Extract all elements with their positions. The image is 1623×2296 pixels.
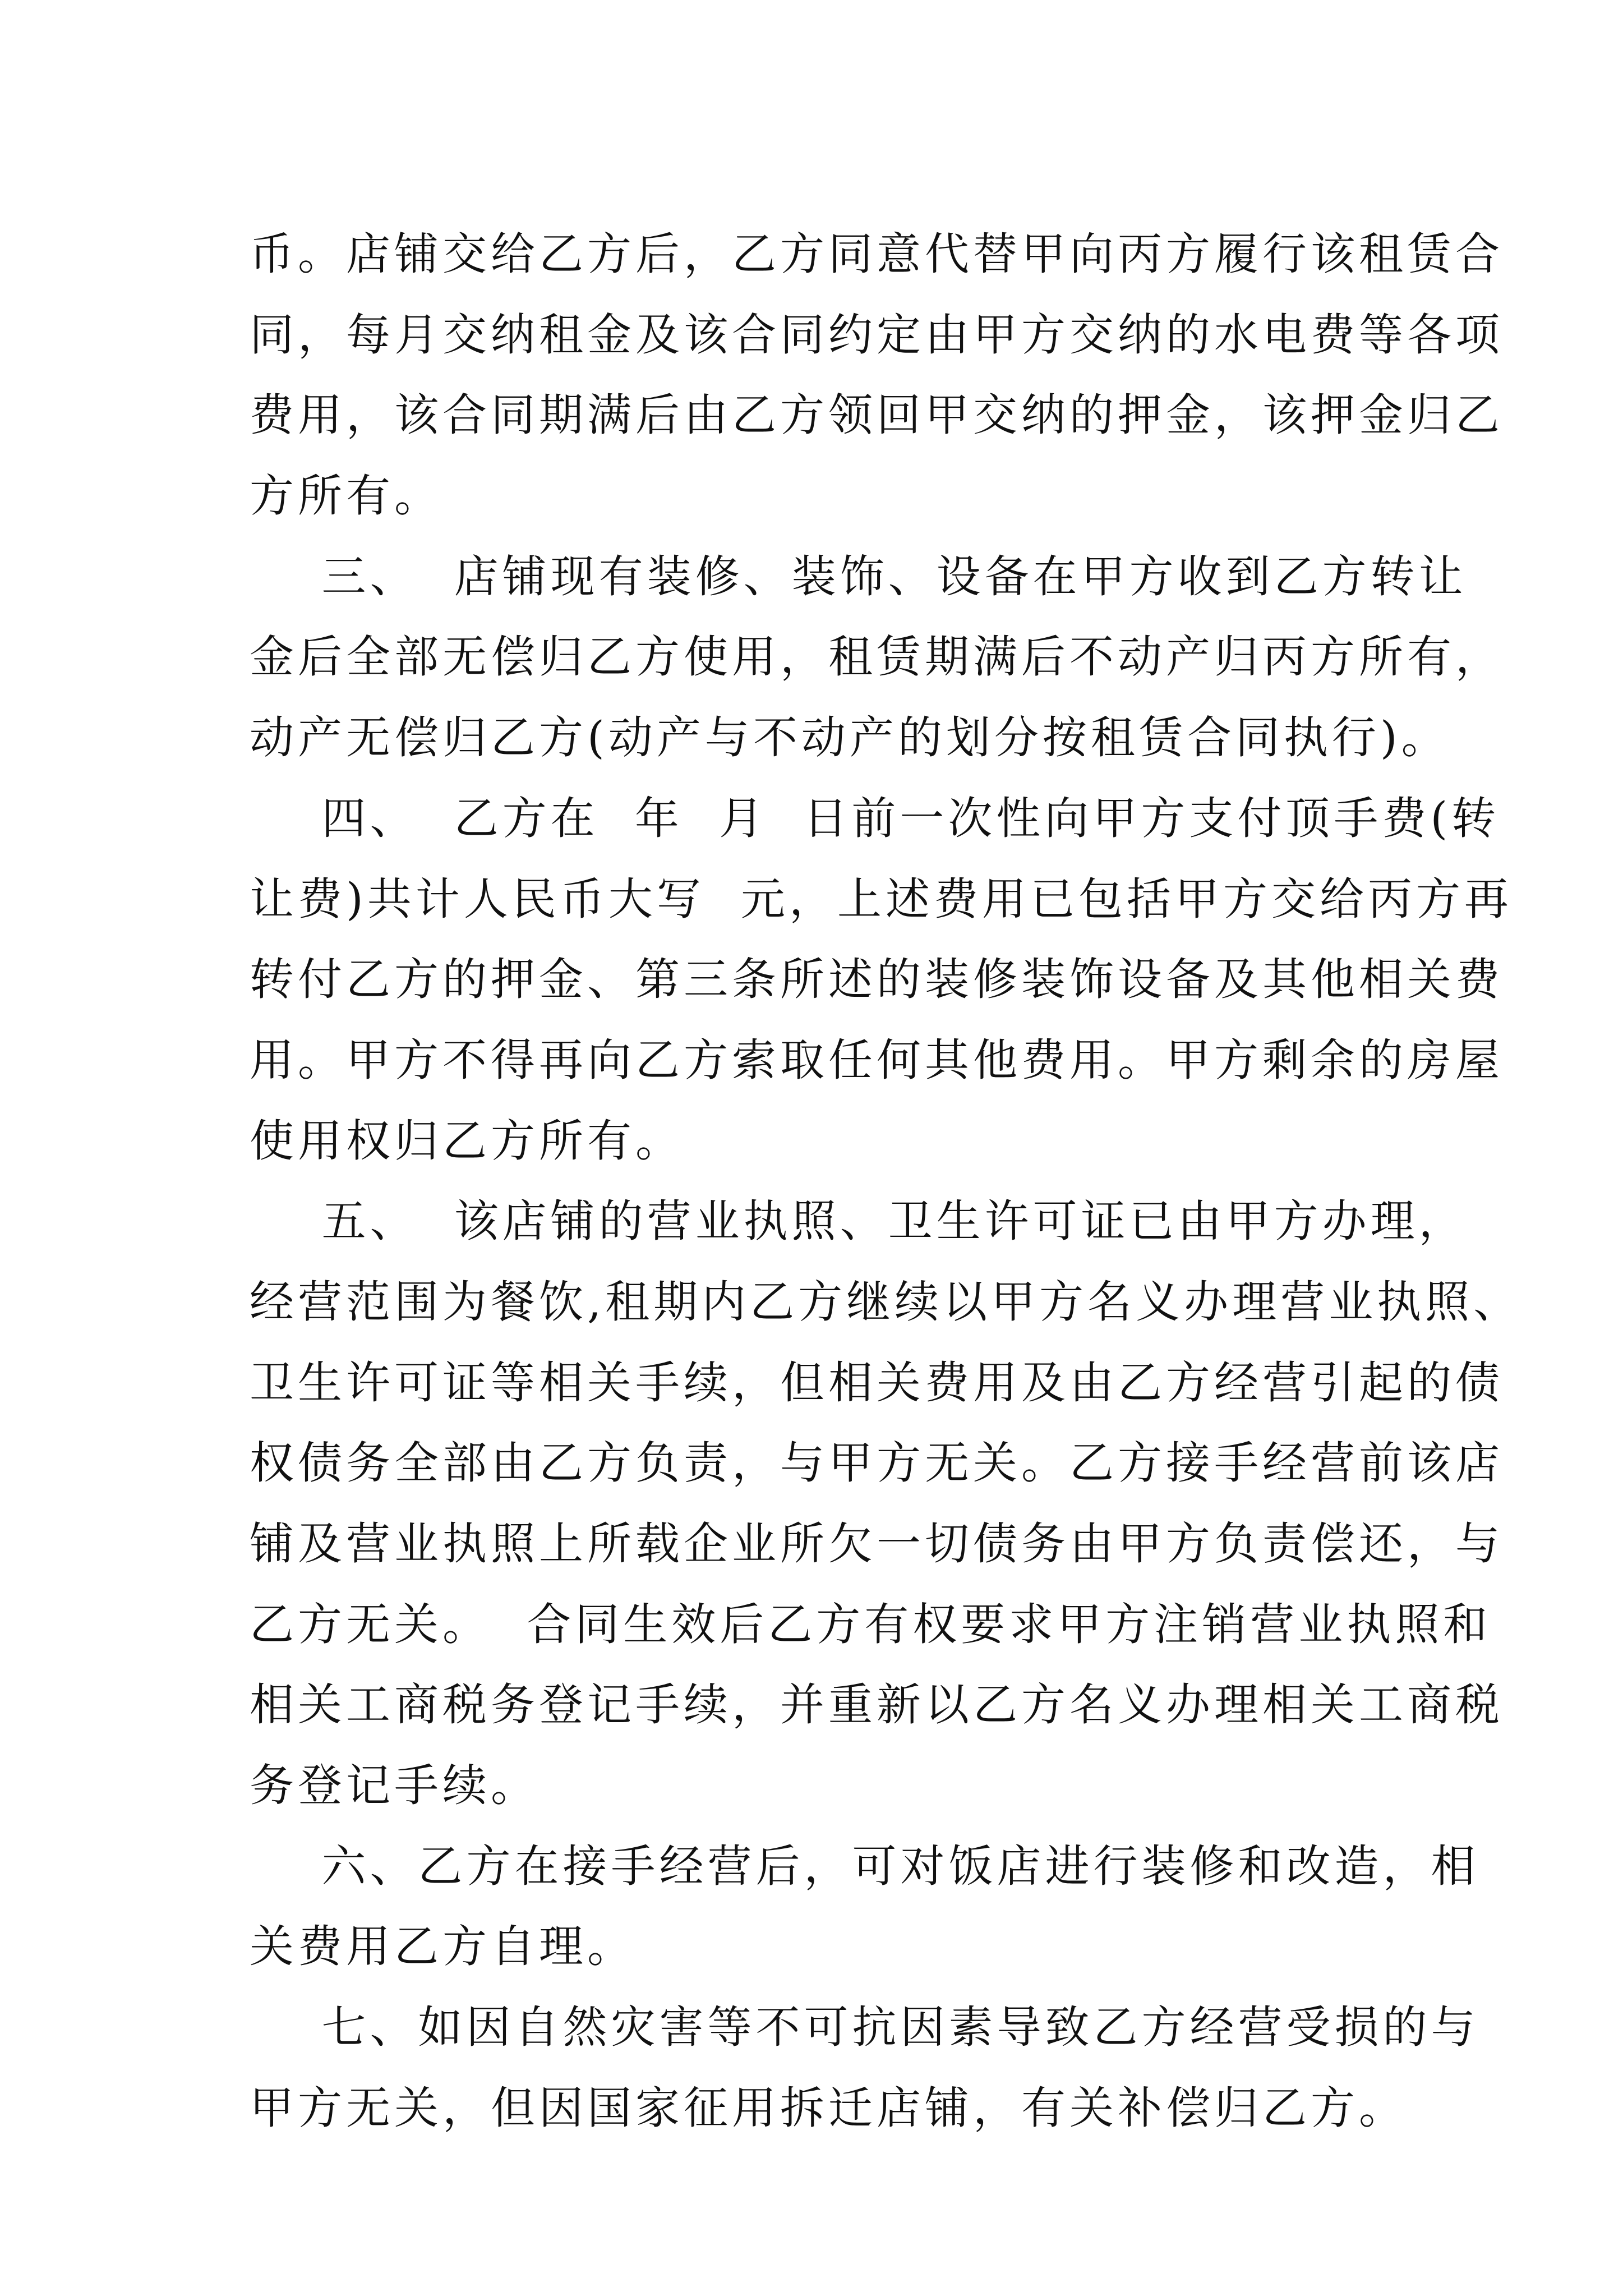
text-line-10: 转付乙方的押金、第三条所述的装修装饰设备及其他相关费 <box>250 954 1504 1006</box>
contract-text-body <box>250 214 1522 2149</box>
text-line-19: 相关工商税务登记手续，并重新以乙方名义办理相关工商税 <box>250 1679 1504 1731</box>
text-line-9: 让费)共计人民币大写 元，上述费用已包括甲方交给丙方再 <box>250 873 1513 925</box>
text-line-21: 六、乙方在接手经营后，可对饭店进行装修和改造，相 <box>250 1840 1479 1892</box>
text-line-17: 铺及营业执照上所载企业所欠一切债务由甲方负责偿还，与 <box>250 1518 1504 1570</box>
text-line-15: 卫生许可证等相关手续，但相关费用及由乙方经营引起的债 <box>250 1356 1504 1409</box>
text-line-6: 金后全部无偿归乙方使用，租赁期满后不动产归丙方所有， <box>250 631 1504 683</box>
text-line-1: 币。店铺交给乙方后，乙方同意代替甲向丙方履行该租赁合 <box>250 228 1504 280</box>
text-line-11: 用。甲方不得再向乙方索取任何其他费用。甲方剩余的房屋 <box>250 1034 1504 1086</box>
text-line-12: 使用权归乙方所有。 <box>250 1115 684 1167</box>
text-line-2: 同，每月交纳租金及该合同约定由甲方交纳的水电费等各项 <box>250 309 1504 361</box>
text-line-7: 动产无偿归乙方(动产与不动产的划分按租赁合同执行)。 <box>250 712 1450 764</box>
text-line-8: 四、 乙方在 年 月 日前一次性向甲方支付顶手费(转 <box>250 792 1500 844</box>
text-line-3: 费用，该合同期满后由乙方领回甲交纳的押金，该押金归乙 <box>250 389 1504 441</box>
text-line-16: 权债务全部由乙方负责，与甲方无关。乙方接手经营前该店 <box>250 1437 1504 1489</box>
text-line-20: 务登记手续。 <box>250 1760 539 1812</box>
text-line-22: 关费用乙方自理。 <box>250 1921 635 1973</box>
text-line-5: 三、 店铺现有装修、装饰、设备在甲方收到乙方转让 <box>250 550 1467 602</box>
text-line-13: 五、 该店铺的营业执照、卫生许可证已由甲方办理， <box>250 1195 1467 1248</box>
text-line-18: 乙方无关。 合同生效后乙方有权要求甲方注销营业执照和 <box>250 1598 1492 1650</box>
text-line-23: 七、如因自然灾害等不可抗因素导致乙方经营受损的与 <box>250 2001 1479 2054</box>
text-line-24: 甲方无关，但因国家征用拆迁店铺，有关补偿归乙方。 <box>250 2082 1407 2134</box>
text-line-4: 方所有。 <box>250 470 442 522</box>
text-line-14: 经营范围为餐饮,租期内乙方继续以甲方名义办理营业执照、 <box>250 1276 1522 1328</box>
